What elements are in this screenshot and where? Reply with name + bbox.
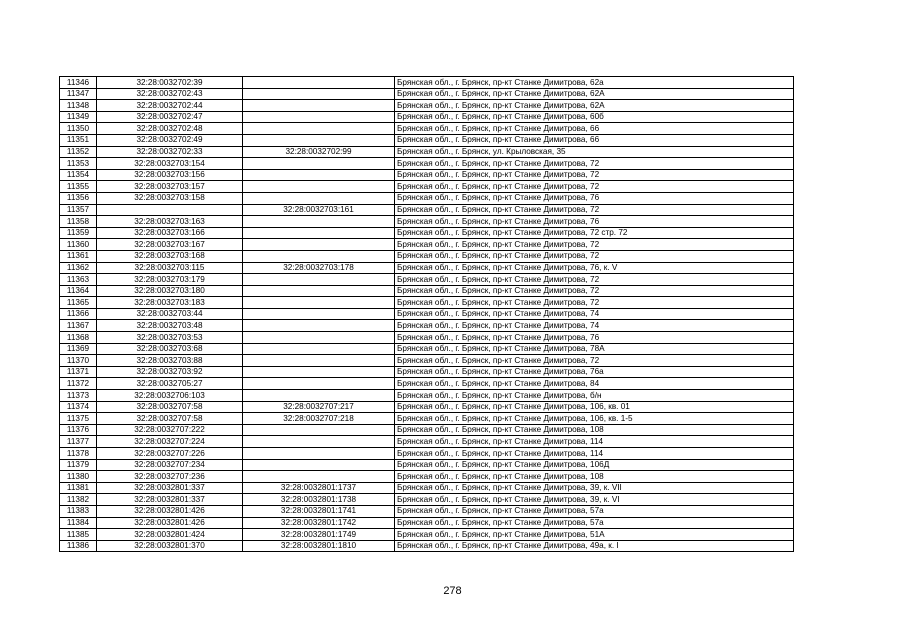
row-number-cell: 11363 (60, 274, 97, 286)
address-cell: Брянская обл., г. Брянск, пр-кт Станке Димитрова, 106Д (395, 459, 794, 471)
cadastral-number-cell (97, 204, 243, 216)
cadastral-number-cell: 32:28:0032703:115 (97, 262, 243, 274)
row-number-cell: 11378 (60, 448, 97, 460)
address-cell: Брянская обл., г. Брянск, пр-кт Станке Димитрова, 72 стр. 72 (395, 227, 794, 239)
row-number-cell: 11377 (60, 436, 97, 448)
table-row (60, 540, 794, 552)
address-cell: Брянская обл., г. Брянск, пр-кт Станке Димитрова, 72 (395, 285, 794, 297)
row-number-cell: 11365 (60, 297, 97, 309)
cadastral-number-cell: 32:28:0032703:166 (97, 227, 243, 239)
cadastral-number-cell: 32:28:0032702:44 (97, 100, 243, 112)
related-cadastral-number-cell (243, 332, 395, 344)
cadastral-number-cell: 32:28:0032707:236 (97, 471, 243, 483)
cadastral-number-cell: 32:28:0032702:49 (97, 134, 243, 146)
row-number-cell: 11348 (60, 100, 97, 112)
table-row (60, 204, 794, 216)
cadastral-number-cell: 32:28:0032801:337 (97, 494, 243, 506)
cadastral-number-cell: 32:28:0032703:179 (97, 274, 243, 286)
table-row (60, 378, 794, 390)
address-cell: Брянская обл., г. Брянск, пр-кт Станке Димитрова, 72 (395, 239, 794, 251)
address-cell: Брянская обл., г. Брянск, пр-кт Станке Димитрова, 76 (395, 216, 794, 228)
row-number-cell: 11354 (60, 169, 97, 181)
related-cadastral-number-cell: 32:28:0032703:178 (243, 262, 395, 274)
address-cell: Брянская обл., г. Брянск, пр-кт Станке Димитрова, б/н (395, 390, 794, 402)
row-number-cell: 11352 (60, 146, 97, 158)
table-row (60, 320, 794, 332)
row-number-cell: 11358 (60, 216, 97, 228)
row-number-cell: 11353 (60, 158, 97, 170)
cadastral-number-cell: 32:28:0032703:157 (97, 181, 243, 193)
cadastral-number-cell: 32:28:0032703:163 (97, 216, 243, 228)
address-cell: Брянская обл., г. Брянск, пр-кт Станке Димитрова, 72 (395, 297, 794, 309)
cadastral-number-cell: 32:28:0032702:33 (97, 146, 243, 158)
related-cadastral-number-cell (243, 343, 395, 355)
address-cell: Брянская обл., г. Брянск, пр-кт Станке Димитрова, 62А (395, 88, 794, 100)
row-number-cell: 11375 (60, 413, 97, 425)
related-cadastral-number-cell (243, 111, 395, 123)
address-cell: Брянская обл., г. Брянск, пр-кт Станке Димитрова, 78А (395, 343, 794, 355)
address-cell: Брянская обл., г. Брянск, пр-кт Станке Димитрова, 49а, к. I (395, 540, 794, 552)
table-row (60, 111, 794, 123)
address-cell: Брянская обл., г. Брянск, пр-кт Станке Димитрова, 57а (395, 517, 794, 529)
table-row (60, 529, 794, 541)
table-row (60, 216, 794, 228)
row-number-cell: 11357 (60, 204, 97, 216)
cadastral-number-cell: 32:28:0032703:183 (97, 297, 243, 309)
related-cadastral-number-cell (243, 459, 395, 471)
table-row (60, 88, 794, 100)
table-row (60, 401, 794, 413)
related-cadastral-number-cell (243, 134, 395, 146)
related-cadastral-number-cell (243, 227, 395, 239)
related-cadastral-number-cell (243, 100, 395, 112)
address-cell: Брянская обл., г. Брянск, пр-кт Станке Димитрова, 108 (395, 424, 794, 436)
address-cell: Брянская обл., г. Брянск, пр-кт Станке Димитрова, 62а (395, 77, 794, 89)
table-row (60, 250, 794, 262)
row-number-cell: 11362 (60, 262, 97, 274)
row-number-cell: 11383 (60, 505, 97, 517)
table-row (60, 355, 794, 367)
row-number-cell: 11350 (60, 123, 97, 135)
cadastral-number-cell: 32:28:0032707:58 (97, 401, 243, 413)
row-number-cell: 11374 (60, 401, 97, 413)
related-cadastral-number-cell (243, 158, 395, 170)
table-row (60, 192, 794, 204)
cadastral-number-cell: 32:28:0032703:68 (97, 343, 243, 355)
related-cadastral-number-cell (243, 181, 395, 193)
cadastral-number-cell: 32:28:0032703:156 (97, 169, 243, 181)
address-cell: Брянская обл., г. Брянск, пр-кт Станке Димитрова, 114 (395, 436, 794, 448)
cadastral-number-cell: 32:28:0032703:44 (97, 308, 243, 320)
related-cadastral-number-cell (243, 285, 395, 297)
table-row (60, 262, 794, 274)
cadastral-number-cell: 32:28:0032707:226 (97, 448, 243, 460)
related-cadastral-number-cell (243, 216, 395, 228)
cadastral-number-cell: 32:28:0032801:337 (97, 482, 243, 494)
table-row (60, 169, 794, 181)
row-number-cell: 11371 (60, 366, 97, 378)
row-number-cell: 11360 (60, 239, 97, 251)
table-row (60, 77, 794, 89)
row-number-cell: 11368 (60, 332, 97, 344)
table-row (60, 123, 794, 135)
cadastral-number-cell: 32:28:0032703:158 (97, 192, 243, 204)
table-row (60, 390, 794, 402)
address-cell: Брянская обл., г. Брянск, ул. Крыловская, 35 (395, 146, 794, 158)
address-cell: Брянская обл., г. Брянск, пр-кт Станке Димитрова, 51А (395, 529, 794, 541)
related-cadastral-number-cell (243, 250, 395, 262)
address-cell: Брянская обл., г. Брянск, пр-кт Станке Димитрова, 76, к. V (395, 262, 794, 274)
address-cell: Брянская обл., г. Брянск, пр-кт Станке Димитрова, 72 (395, 355, 794, 367)
related-cadastral-number-cell: 32:28:0032707:217 (243, 401, 395, 413)
address-cell: Брянская обл., г. Брянск, пр-кт Станке Димитрова, 62А (395, 100, 794, 112)
related-cadastral-number-cell: 32:28:0032801:1749 (243, 529, 395, 541)
related-cadastral-number-cell (243, 448, 395, 460)
related-cadastral-number-cell: 32:28:0032702:99 (243, 146, 395, 158)
address-cell: Брянская обл., г. Брянск, пр-кт Станке Димитрова, 72 (395, 181, 794, 193)
cadastral-number-cell: 32:28:0032801:426 (97, 505, 243, 517)
row-number-cell: 11370 (60, 355, 97, 367)
related-cadastral-number-cell: 32:28:0032801:1738 (243, 494, 395, 506)
cadastral-number-cell: 32:28:0032703:88 (97, 355, 243, 367)
cadastral-number-cell: 32:28:0032707:224 (97, 436, 243, 448)
cadastral-number-cell: 32:28:0032703:154 (97, 158, 243, 170)
table-row (60, 471, 794, 483)
address-cell: Брянская обл., г. Брянск, пр-кт Станке Димитрова, 76 (395, 192, 794, 204)
cadastral-number-cell: 32:28:0032703:48 (97, 320, 243, 332)
related-cadastral-number-cell (243, 424, 395, 436)
related-cadastral-number-cell (243, 88, 395, 100)
cadastral-number-cell: 32:28:0032702:47 (97, 111, 243, 123)
related-cadastral-number-cell (243, 239, 395, 251)
address-cell: Брянская обл., г. Брянск, пр-кт Станке Димитрова, 106, кв. 01 (395, 401, 794, 413)
address-cell: Брянская обл., г. Брянск, пр-кт Станке Димитрова, 72 (395, 169, 794, 181)
related-cadastral-number-cell (243, 355, 395, 367)
table-row (60, 448, 794, 460)
cadastral-number-cell: 32:28:0032703:167 (97, 239, 243, 251)
table-row (60, 134, 794, 146)
row-number-cell: 11382 (60, 494, 97, 506)
registry-table-body (60, 77, 794, 552)
table-row (60, 494, 794, 506)
address-cell: Брянская обл., г. Брянск, пр-кт Станке Димитрова, 74 (395, 320, 794, 332)
row-number-cell: 11355 (60, 181, 97, 193)
address-cell: Брянская обл., г. Брянск, пр-кт Станке Димитрова, 60б (395, 111, 794, 123)
table-row (60, 297, 794, 309)
cadastral-number-cell: 32:28:0032801:424 (97, 529, 243, 541)
cadastral-number-cell: 32:28:0032703:180 (97, 285, 243, 297)
related-cadastral-number-cell: 32:28:0032703:161 (243, 204, 395, 216)
row-number-cell: 11359 (60, 227, 97, 239)
page-number: 278 (443, 585, 462, 597)
address-cell: Брянская обл., г. Брянск, пр-кт Станке Димитрова, 114 (395, 448, 794, 460)
address-cell: Брянская обл., г. Брянск, пр-кт Станке Димитрова, 76 (395, 332, 794, 344)
related-cadastral-number-cell: 32:28:0032801:1810 (243, 540, 395, 552)
related-cadastral-number-cell (243, 366, 395, 378)
row-number-cell: 11380 (60, 471, 97, 483)
cadastral-number-cell: 32:28:0032706:103 (97, 390, 243, 402)
related-cadastral-number-cell (243, 123, 395, 135)
row-number-cell: 11366 (60, 308, 97, 320)
row-number-cell: 11385 (60, 529, 97, 541)
table-row (60, 332, 794, 344)
table-row (60, 366, 794, 378)
table-row (60, 308, 794, 320)
related-cadastral-number-cell (243, 471, 395, 483)
cadastral-number-cell: 32:28:0032705:27 (97, 378, 243, 390)
row-number-cell: 11367 (60, 320, 97, 332)
cadastral-number-cell: 32:28:0032702:39 (97, 77, 243, 89)
address-cell: Брянская обл., г. Брянск, пр-кт Станке Димитрова, 76а (395, 366, 794, 378)
address-cell: Брянская обл., г. Брянск, пр-кт Станке Димитрова, 72 (395, 250, 794, 262)
row-number-cell: 11381 (60, 482, 97, 494)
cadastral-number-cell: 32:28:0032703:53 (97, 332, 243, 344)
table-row (60, 274, 794, 286)
table-row (60, 517, 794, 529)
table-row (60, 181, 794, 193)
row-number-cell: 11347 (60, 88, 97, 100)
address-cell: Брянская обл., г. Брянск, пр-кт Станке Димитрова, 72 (395, 204, 794, 216)
address-cell: Брянская обл., г. Брянск, пр-кт Станке Димитрова, 66 (395, 134, 794, 146)
address-cell: Брянская обл., г. Брянск, пр-кт Станке Димитрова, 84 (395, 378, 794, 390)
table-row (60, 227, 794, 239)
cadastral-number-cell: 32:28:0032703:168 (97, 250, 243, 262)
cadastral-number-cell: 32:28:0032801:370 (97, 540, 243, 552)
cadastral-number-cell: 32:28:0032707:58 (97, 413, 243, 425)
address-cell: Брянская обл., г. Брянск, пр-кт Станке Димитрова, 66 (395, 123, 794, 135)
address-cell: Брянская обл., г. Брянск, пр-кт Станке Димитрова, 57а (395, 505, 794, 517)
cadastral-number-cell: 32:28:0032707:234 (97, 459, 243, 471)
row-number-cell: 11356 (60, 192, 97, 204)
address-cell: Брянская обл., г. Брянск, пр-кт Станке Димитрова, 72 (395, 274, 794, 286)
table-row (60, 424, 794, 436)
cadastral-number-cell: 32:28:0032801:426 (97, 517, 243, 529)
related-cadastral-number-cell: 32:28:0032801:1741 (243, 505, 395, 517)
address-cell: Брянская обл., г. Брянск, пр-кт Станке Димитрова, 106, кв. 1-5 (395, 413, 794, 425)
row-number-cell: 11379 (60, 459, 97, 471)
table-row (60, 146, 794, 158)
table-row (60, 100, 794, 112)
address-cell: Брянская обл., г. Брянск, пр-кт Станке Димитрова, 72 (395, 158, 794, 170)
cadastral-number-cell: 32:28:0032702:43 (97, 88, 243, 100)
row-number-cell: 11376 (60, 424, 97, 436)
address-cell: Брянская обл., г. Брянск, пр-кт Станке Димитрова, 74 (395, 308, 794, 320)
cadastral-number-cell: 32:28:0032702:48 (97, 123, 243, 135)
row-number-cell: 11361 (60, 250, 97, 262)
row-number-cell: 11372 (60, 378, 97, 390)
related-cadastral-number-cell: 32:28:0032801:1737 (243, 482, 395, 494)
related-cadastral-number-cell (243, 390, 395, 402)
related-cadastral-number-cell: 32:28:0032801:1742 (243, 517, 395, 529)
related-cadastral-number-cell (243, 274, 395, 286)
related-cadastral-number-cell: 32:28:0032707:218 (243, 413, 395, 425)
table-row (60, 482, 794, 494)
table-row (60, 459, 794, 471)
related-cadastral-number-cell (243, 192, 395, 204)
cadastral-number-cell: 32:28:0032707:222 (97, 424, 243, 436)
registry-table (59, 76, 794, 552)
related-cadastral-number-cell (243, 77, 395, 89)
related-cadastral-number-cell (243, 378, 395, 390)
related-cadastral-number-cell (243, 297, 395, 309)
row-number-cell: 11364 (60, 285, 97, 297)
row-number-cell: 11373 (60, 390, 97, 402)
row-number-cell: 11346 (60, 77, 97, 89)
row-number-cell: 11386 (60, 540, 97, 552)
address-cell: Брянская обл., г. Брянск, пр-кт Станке Димитрова, 39, к. VII (395, 482, 794, 494)
related-cadastral-number-cell (243, 320, 395, 332)
row-number-cell: 11369 (60, 343, 97, 355)
table-row (60, 285, 794, 297)
related-cadastral-number-cell (243, 436, 395, 448)
table-row (60, 158, 794, 170)
cadastral-number-cell: 32:28:0032703:92 (97, 366, 243, 378)
related-cadastral-number-cell (243, 169, 395, 181)
address-cell: Брянская обл., г. Брянск, пр-кт Станке Димитрова, 39, к. VI (395, 494, 794, 506)
row-number-cell: 11384 (60, 517, 97, 529)
table-row (60, 436, 794, 448)
table-row (60, 239, 794, 251)
related-cadastral-number-cell (243, 308, 395, 320)
table-row (60, 413, 794, 425)
row-number-cell: 11351 (60, 134, 97, 146)
address-cell: Брянская обл., г. Брянск, пр-кт Станке Димитрова, 108 (395, 471, 794, 483)
table-row (60, 505, 794, 517)
row-number-cell: 11349 (60, 111, 97, 123)
table-row (60, 343, 794, 355)
